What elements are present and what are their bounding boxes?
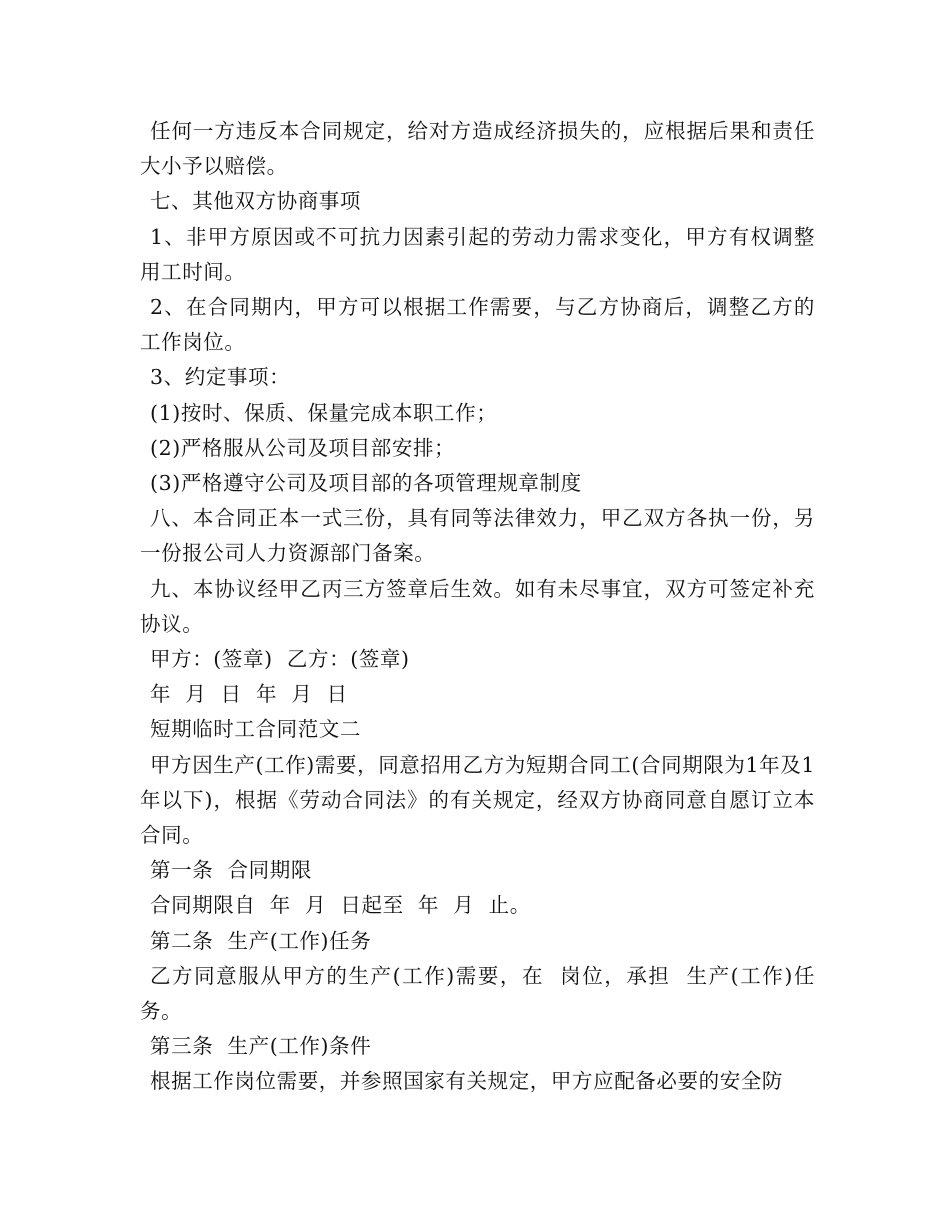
paragraph-item-1: 1、非甲方原因或不可抗力因素引起的劳动力需求变化，甲方有权调整用工时间。 (140, 224, 815, 284)
paragraph-subitem-3: (3)严格遵守公司及项目部的各项管理规章制度 (150, 471, 582, 496)
paragraph-item-2: 2、在合同期内，甲方可以根据工作需要，与乙方协商后，调整乙方的工作岗位。 (140, 295, 815, 355)
section-title: 短期临时工合同范文二 (150, 717, 361, 742)
paragraph-section-eight: 八、本合同正本一式三份，具有同等法律效力，甲乙双方各执一份，另一份报公司人力资源部门备案。 (140, 506, 815, 566)
paragraph-subitem-2: (2)严格服从公司及项目部安排； (150, 435, 456, 460)
signature-line: 甲方：(签章) 乙方：(签章) (150, 647, 410, 672)
heading-article-two: 第二条 生产(工作)任务 (150, 928, 372, 953)
paragraph-compensation: 任何一方违反本合同规定，给对方造成经济损失的，应根据后果和责任大小予以赔偿。 (140, 119, 815, 179)
document-body (140, 114, 815, 1100)
paragraph-work-conditions: 根据工作岗位需要，并参照国家有关规定，甲方应配备必要的安全防 (150, 1069, 783, 1094)
date-line: 年 月 日 年 月 日 (150, 682, 348, 707)
paragraph-section-nine: 九、本协议经甲乙丙三方签章后生效。如有未尽事宜，双方可签定补充协议。 (140, 576, 815, 636)
heading-article-three: 第三条 生产(工作)条件 (150, 1034, 372, 1059)
paragraph-contract-term: 合同期限自 年 月 日起至 年 月 止。 (150, 893, 531, 918)
paragraph-item-3: 3、约定事项： (150, 365, 291, 390)
paragraph-work-task: 乙方同意服从甲方的生产(工作)需要，在 岗位，承担 生产(工作)任务。 (140, 963, 815, 1024)
heading-section-seven: 七、其他双方协商事项 (150, 189, 361, 214)
paragraph-preamble: 甲方因生产(工作)需要，同意招用乙方为短期合同工(合同期限为1年及1年以下)，根据《劳动合同法》的有关规定，经双方协商同意自愿订立本合同。 (140, 752, 815, 848)
heading-article-one: 第一条 合同期限 (150, 858, 312, 883)
paragraph-subitem-1: (1)按时、保质、保量完成本职工作； (150, 400, 498, 425)
